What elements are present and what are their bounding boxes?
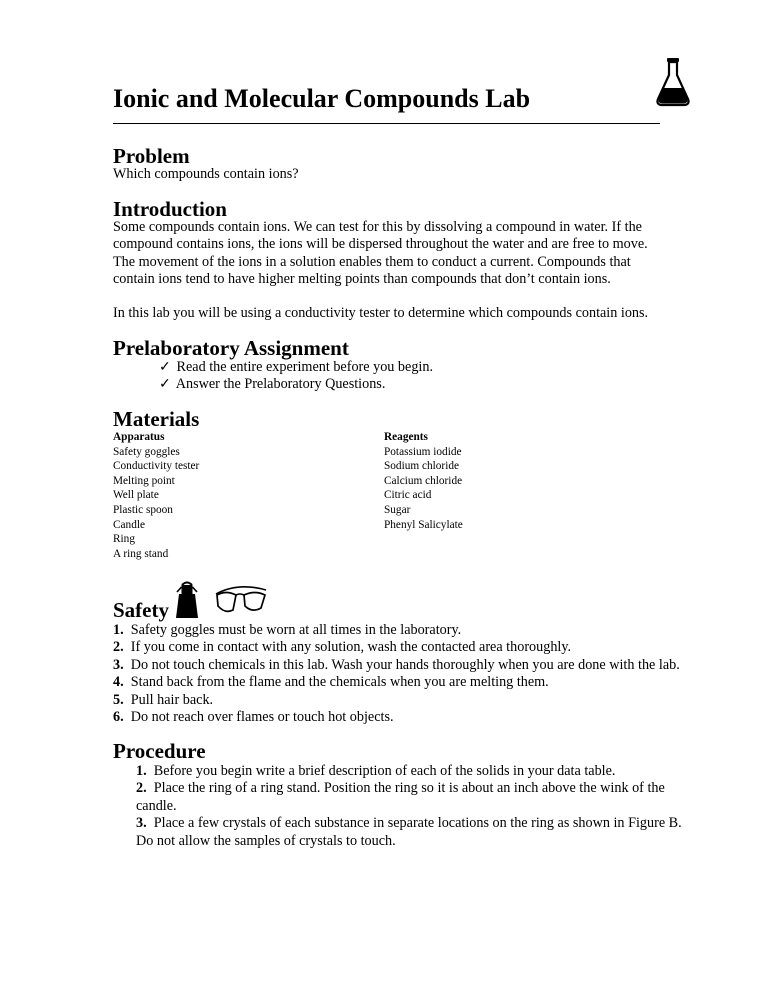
item-text: Do not touch chemicals in this lab. Wash your hands thoroughly when you are done with the lab. — [130, 656, 680, 673]
materials-heading: Materials — [113, 407, 200, 431]
list-item — [159, 359, 433, 376]
apparatus-heading: Apparatus — [113, 431, 165, 443]
item-text: Place the ring of a ring stand. Position the ring so it is about an inch above the wink of the candle. — [136, 780, 665, 814]
item-number: 2. — [113, 639, 124, 656]
list-item — [113, 622, 680, 639]
reagent-item: Potassium iodide — [384, 445, 462, 458]
goggles-icon — [216, 587, 266, 612]
list-item — [113, 639, 680, 656]
item-text: Stand back from the flame and the chemicals when you are melting them. — [130, 674, 549, 691]
introduction-paragraph-2: In this lab you will be using a conductivity tester to determine which compounds contain ions. — [113, 305, 649, 321]
introduction-paragraph-1: Some compounds contain ions. We can test for this by dissolving a compound in water. If the compound contains ions, the ions will be dispersed throughout the water and are free to move. The movement of the ions in a solution enables them to conduct a current. Compounds that contain ions tend to have higher melting points than compounds that don’t contain ions. — [113, 219, 648, 288]
prelab-list — [159, 359, 433, 393]
problem-heading: Problem — [113, 144, 190, 168]
title-rule — [113, 123, 660, 124]
reagent-item: Calcium chloride — [384, 474, 463, 487]
safety-icons — [176, 581, 276, 619]
procedure-heading: Procedure — [113, 739, 206, 763]
list-item — [136, 763, 692, 780]
apparatus-item: Safety goggles — [113, 445, 180, 458]
item-text: Before you begin write a brief description of each of the solids in your data table. — [153, 763, 616, 779]
apron-icon — [176, 583, 198, 619]
apparatus-item: A ring stand — [113, 547, 169, 560]
checkmark-icon: ✓ — [159, 376, 171, 392]
procedure-list — [136, 763, 692, 850]
item-number: 3. — [136, 815, 147, 832]
item-text: Do not reach over flames or touch hot objects. — [130, 709, 394, 726]
reagent-item: Sodium chloride — [384, 460, 459, 473]
item-text: Safety goggles must be worn at all times in the laboratory. — [130, 622, 462, 638]
item-number: 5. — [113, 691, 124, 708]
introduction-heading: Introduction — [113, 197, 227, 221]
reagent-item: Sugar — [384, 503, 411, 516]
safety-heading: Safety — [113, 598, 169, 622]
reagents-heading: Reagents — [384, 431, 428, 443]
item-number: 4. — [113, 674, 124, 691]
list-item — [113, 657, 680, 674]
list-item — [113, 692, 680, 709]
apparatus-item: Well plate — [113, 489, 159, 502]
apparatus-column — [113, 430, 199, 561]
list-item — [136, 815, 692, 850]
prelab-item-text: Read the entire experiment before you begin. — [176, 359, 434, 375]
apparatus-item: Ring — [113, 533, 135, 546]
list-item — [136, 780, 692, 815]
list-item — [113, 709, 680, 726]
checkmark-icon: ✓ — [159, 359, 171, 375]
apparatus-item: Plastic spoon — [113, 503, 173, 516]
item-number: 1. — [136, 763, 147, 779]
reagent-item: Citric acid — [384, 489, 432, 502]
item-text: Pull hair back. — [130, 691, 214, 708]
item-number: 3. — [113, 656, 124, 673]
reagents-column — [384, 430, 463, 532]
item-number: 1. — [113, 622, 124, 638]
list-item — [159, 376, 433, 393]
page-title: Ionic and Molecular Compounds Lab — [113, 84, 531, 113]
item-number: 6. — [113, 709, 124, 726]
apparatus-item: Melting point — [113, 474, 175, 487]
reagent-item: Phenyl Salicylate — [384, 518, 463, 531]
item-number: 2. — [136, 780, 147, 797]
list-item — [113, 674, 680, 691]
flask-icon — [655, 57, 691, 107]
item-text: If you come in contact with any solution, wash the contacted area thoroughly. — [130, 639, 572, 656]
prelab-item-text: Answer the Prelaboratory Questions. — [175, 376, 386, 392]
apparatus-item: Candle — [113, 518, 145, 531]
apparatus-item: Conductivity tester — [113, 460, 200, 473]
prelab-heading: Prelaboratory Assignment — [113, 336, 349, 360]
item-text: Place a few crystals of each substance in separate locations on the ring as shown in Figure B. Do not allow the samples of crystals to touch. — [136, 815, 682, 849]
safety-list — [113, 622, 680, 726]
problem-text: Which compounds contain ions? — [113, 166, 299, 182]
